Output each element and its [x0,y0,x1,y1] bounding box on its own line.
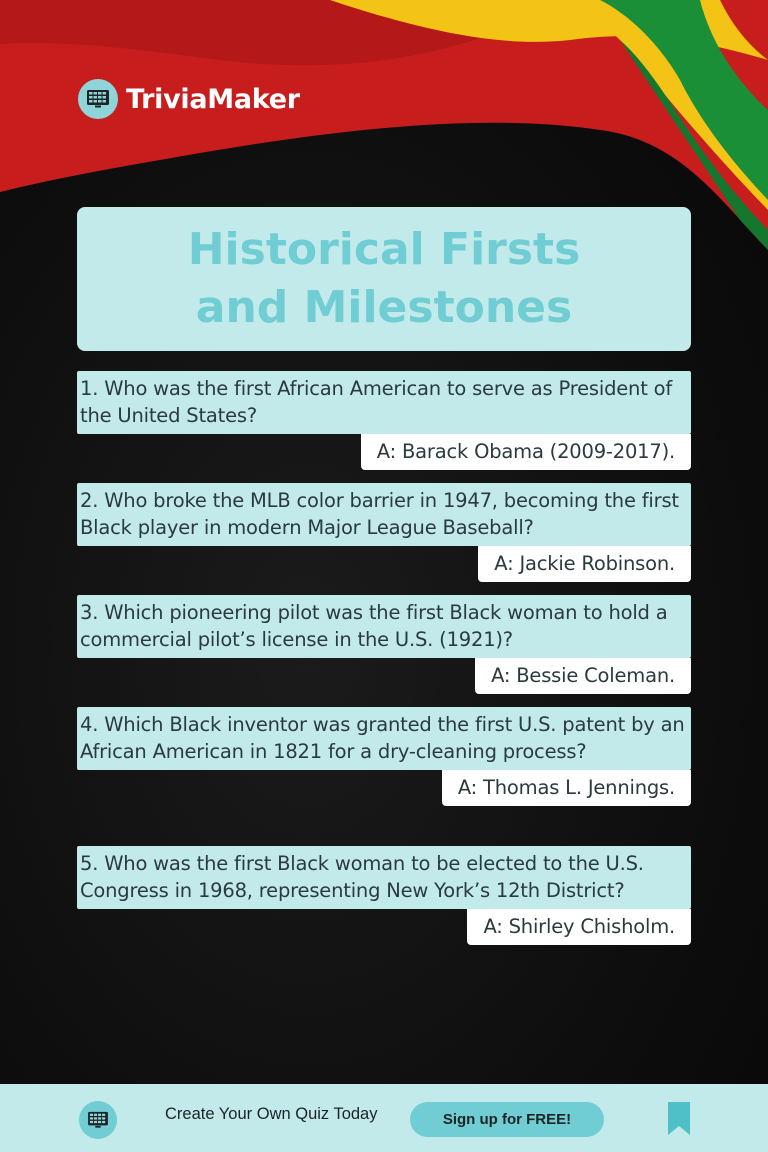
question-block-2 [77,483,691,582]
answer-text: A: Barack Obama (2009-2017). [361,434,691,470]
question-text: 2. Who broke the MLB color barrier in 1947, becoming the first Black player in modern Major League Baseball? [77,483,691,546]
brand-logo[interactable] [78,78,300,120]
page-title [188,221,581,337]
bookmark-icon[interactable] [668,1102,690,1135]
title-line-2: and Milestones [195,282,573,333]
title-line-1: Historical Firsts [187,224,581,275]
answer-text: A: Jackie Robinson. [478,546,691,582]
brand-name: TriviaMaker [126,83,300,115]
answer-text: A: Bessie Coleman. [475,658,691,694]
tv-grid-icon [78,79,118,119]
answer-text: A: Shirley Chisholm. [467,909,691,945]
question-text: 3. Which pioneering pilot was the first Black woman to hold a commercial pilot’s license in the U.S. (1921)? [77,595,691,658]
question-text: 4. Which Black inventor was granted the first U.S. patent by an African American in 1821 for a dry-cleaning process? [77,707,691,770]
question-block-3 [77,595,691,694]
question-block-1 [77,371,691,470]
question-block-4 [77,707,691,806]
signup-button[interactable]: Sign up for FREE! [410,1102,604,1137]
title-card [77,207,691,351]
footer-cta-text: Create Your Own Quiz Today [165,1105,378,1123]
question-text: 1. Who was the first African American to serve as President of the United States? [77,371,691,434]
question-block-5 [77,846,691,945]
footer-bar [0,1084,768,1152]
answer-text: A: Thomas L. Jennings. [442,770,691,806]
question-text: 5. Who was the first Black woman to be elected to the U.S. Congress in 1968, representing New York’s 12th District? [77,846,691,909]
tv-grid-icon[interactable] [79,1101,117,1139]
